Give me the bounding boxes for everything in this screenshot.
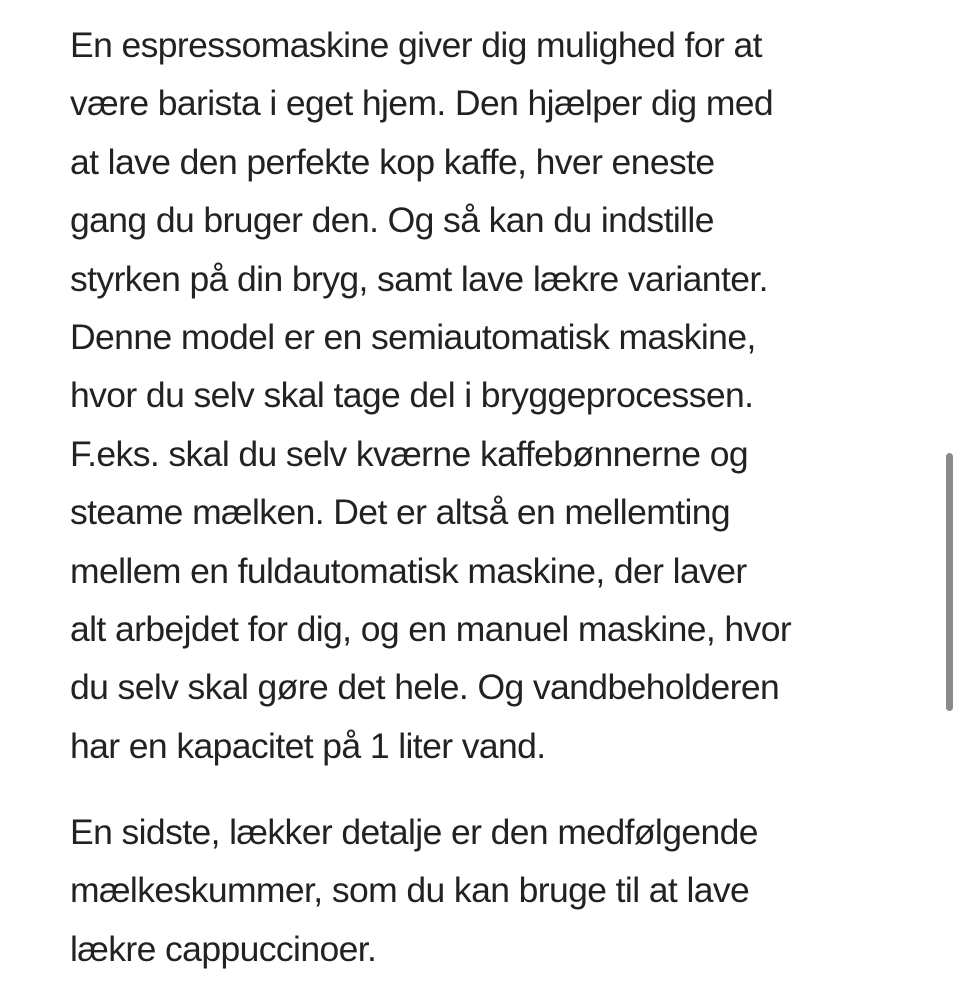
text-line: at lave den perfekte kop kaffe, hver eneste — [70, 141, 715, 182]
text-line: hvor du selv skal tage del i bryggeprocessen. — [70, 375, 754, 416]
text-line: være barista i eget hjem. Den hjælper dig med — [70, 83, 774, 124]
text-line: alt arbejdet for dig, og en manuel maskine, hvor — [70, 608, 792, 649]
text-line: har en kapacitet på 1 liter vand. — [70, 725, 546, 766]
text-line: gang du bruger den. Og så kan du indstille — [70, 200, 714, 241]
text-line: steame mælken. Det er altså en mellemting — [70, 492, 731, 533]
text-line: mellem en fuldautomatisk maskine, der laver — [70, 550, 747, 591]
scrollbar-thumb[interactable] — [946, 453, 953, 711]
text-line: mælkeskummer, som du kan bruge til at lave — [70, 870, 750, 911]
paragraph-1 — [70, 16, 900, 775]
paragraph-2 — [70, 803, 900, 978]
text-line: F.eks. skal du selv kværne kaffebønnerne og — [70, 433, 748, 474]
article-body — [70, 16, 900, 978]
text-line: Denne model er en semiautomatisk maskine, — [70, 316, 756, 357]
text-line: lækre cappuccinoer. — [70, 928, 377, 969]
text-line: du selv skal gøre det hele. Og vandbeholderen — [70, 667, 780, 708]
text-line: En sidste, lækker detalje er den medfølgende — [70, 812, 758, 853]
text-line: styrken på din bryg, samt lave lækre varianter. — [70, 258, 768, 299]
text-line: En espressomaskine giver dig mulighed for at — [70, 25, 762, 65]
